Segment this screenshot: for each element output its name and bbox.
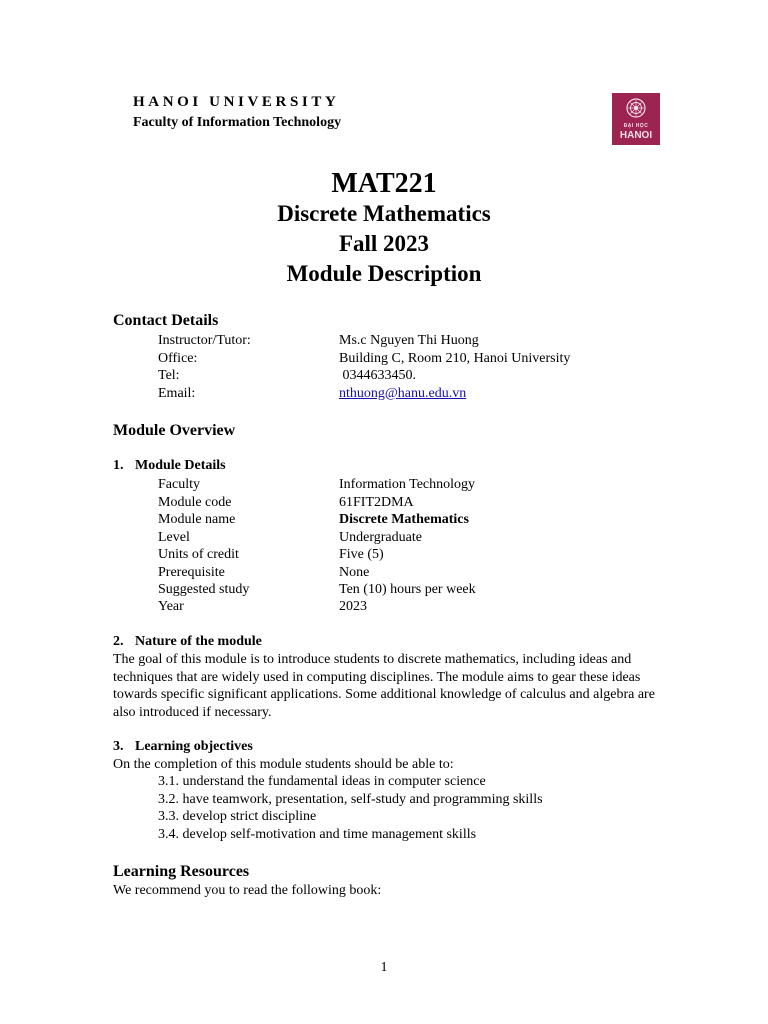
contact-label: Office: (158, 351, 198, 366)
contact-label: Email: (158, 386, 196, 401)
resources-intro: We recommend you to read the following book: (113, 883, 382, 898)
page-number: 1 (380, 960, 388, 975)
detail-label: Faculty (158, 477, 200, 492)
nature-paragraph: The goal of this module is to introduce students to discrete mathematics, including ideas and techniques that are widely used in computing disciplines. The module aims to gear these ideas towards specific significant applications. Some additional knowledge of calculus and algebra are also introduced if necessary. (113, 652, 655, 720)
tel-value: 0344633450. (339, 368, 416, 383)
detail-label: Units of credit (158, 547, 239, 562)
detail-value: None (339, 565, 370, 580)
university-crest-icon (612, 93, 660, 123)
document-type-title: Module Description (286, 261, 482, 286)
contact-label: Instructor/Tutor: (158, 333, 251, 348)
objective-item: 3.2. have teamwork, presentation, self-study and programming skills (158, 792, 543, 807)
logo-line-1: ĐẠI HỌC (623, 123, 649, 129)
contact-details-heading: Contact Details (113, 312, 219, 329)
detail-value: 2023 (339, 599, 367, 614)
objective-item: 3.1. understand the fundamental ideas in computer science (158, 774, 486, 789)
section-number: 2. (113, 634, 124, 649)
detail-value: Information Technology (339, 477, 476, 492)
faculty-name: Faculty of Information Technology (133, 115, 342, 130)
section-title: Learning objectives (135, 739, 253, 754)
module-overview-heading: Module Overview (113, 422, 236, 439)
learning-resources-heading: Learning Resources (113, 863, 250, 880)
email-link[interactable]: nthuong@hanu.edu.vn (339, 386, 467, 401)
objective-item: 3.3. develop strict discipline (158, 809, 317, 824)
detail-label: Module name (158, 512, 236, 527)
nature-heading (113, 634, 262, 650)
detail-label: Year (158, 599, 184, 614)
detail-value: Discrete Mathematics (339, 512, 469, 527)
objectives-heading (113, 739, 253, 755)
logo-line-2: HANOI (619, 130, 653, 141)
section-number: 1. (113, 458, 124, 473)
university-logo (612, 93, 660, 145)
module-code-title: MAT221 (331, 168, 437, 199)
section-title: Module Details (135, 458, 226, 473)
section-title: Nature of the module (135, 634, 262, 649)
module-details-heading (113, 458, 226, 474)
detail-value: 61FIT2DMA (339, 495, 414, 510)
detail-value: Five (5) (339, 547, 384, 562)
instructor-value: Ms.c Nguyen Thi Huong (339, 333, 479, 348)
detail-label: Level (158, 530, 190, 545)
university-name: HANOI UNIVERSITY (133, 94, 340, 110)
module-name-title: Discrete Mathematics (277, 201, 491, 226)
detail-value: Ten (10) hours per week (339, 582, 476, 597)
detail-label: Module code (158, 495, 232, 510)
detail-label: Prerequisite (158, 565, 225, 580)
detail-label: Suggested study (158, 582, 250, 597)
detail-value: Undergraduate (339, 530, 422, 545)
section-number: 3. (113, 739, 124, 754)
objectives-intro: On the completion of this module students should be able to: (113, 757, 454, 772)
semester-title: Fall 2023 (338, 231, 430, 256)
contact-label: Tel: (158, 368, 180, 383)
office-value: Building C, Room 210, Hanoi University (339, 351, 571, 366)
objective-item: 3.4. develop self-motivation and time management skills (158, 827, 477, 842)
